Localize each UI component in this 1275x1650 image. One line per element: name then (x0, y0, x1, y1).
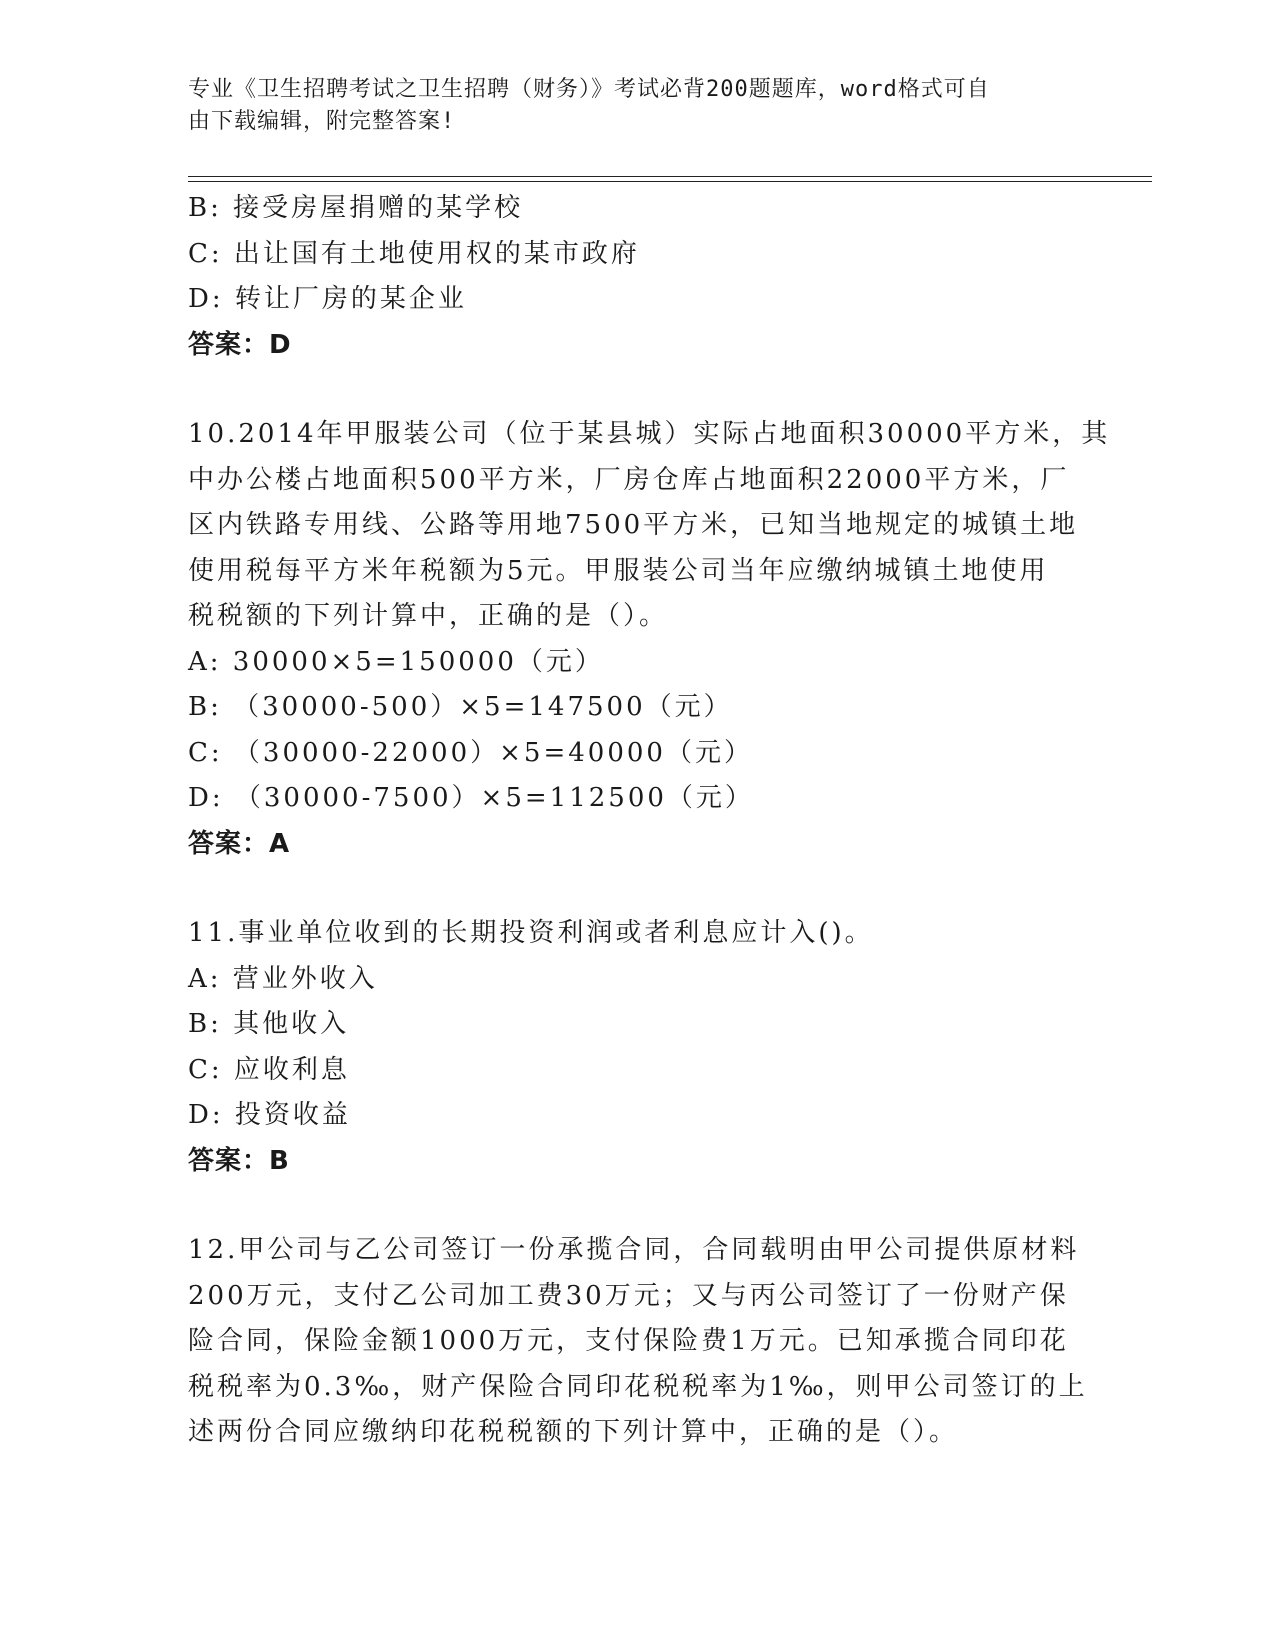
option-c: C: 出让国有土地使用权的某市政府 (188, 238, 640, 269)
question-stem-line: 税税额的下列计算中，正确的是（）。 (188, 601, 669, 631)
question-stem-line: 200万元，支付乙公司加工费30万元；又与丙公司签订了一份财产保 (188, 1280, 1069, 1311)
spacer (188, 368, 1088, 412)
question-content (188, 186, 1111, 1456)
answer: 答案：A (188, 828, 291, 859)
option-b: B: （30000-500）×5=147500（元） (188, 692, 733, 722)
header-divider (188, 176, 1152, 182)
question-stem-line: 税税率为0.3‰，财产保险合同印花税税率为1‰，则甲公司签订的上 (188, 1371, 1088, 1402)
question-11 (188, 911, 1088, 1184)
header-line-1: 专业《卫生招聘考试之卫生招聘（财务）》考试必背200题题库，word格式可自 (188, 77, 990, 102)
question-stem: 11.事业单位收到的长期投资利润或者利息应计入()。 (188, 918, 874, 948)
option-b: B: 接受房屋捐赠的某学校 (188, 193, 524, 223)
option-d: D: 转让厂房的某企业 (188, 284, 467, 314)
option-d: D: （30000-7500）×5=112500（元） (188, 783, 754, 813)
header-line-2: 由下载编辑，附完整答案! (188, 109, 456, 134)
question-stem-line: 10.2014年甲服装公司（位于某县城）实际占地面积30000平方米，其 (188, 419, 1111, 449)
question-stem-line: 12.甲公司与乙公司签订一份承揽合同，合同载明由甲公司提供原材料 (188, 1235, 1080, 1265)
spacer (188, 867, 1088, 911)
option-c: C: 应收利息 (188, 1054, 350, 1085)
question-10 (188, 412, 1111, 867)
question-12 (188, 1228, 1088, 1456)
option-c: C: （30000-22000）×5=40000（元） (188, 737, 753, 768)
spacer (188, 1184, 1088, 1228)
option-a: A: 营业外收入 (188, 963, 378, 994)
option-a: A: 30000×5=150000（元） (188, 646, 604, 677)
question-stem-line: 使用税每平方米年税额为5元。甲服装公司当年应缴纳城镇土地使用 (188, 555, 1049, 586)
question-9 (188, 186, 1088, 368)
question-stem-line: 中办公楼占地面积500平方米，厂房仓库占地面积22000平方米，厂 (188, 464, 1070, 495)
question-stem-line: 区内铁路专用线、公路等用地7500平方米，已知当地规定的城镇土地 (188, 510, 1079, 540)
question-stem-line: 险合同，保险金额1000万元，支付保险费1万元。已知承揽合同印花 (188, 1326, 1069, 1356)
option-b: B: 其他收入 (188, 1009, 350, 1039)
question-stem-line: 述两份合同应缴纳印花税税额的下列计算中，正确的是（）。 (188, 1417, 959, 1447)
answer: 答案：D (188, 329, 292, 360)
page-header (188, 74, 1068, 138)
answer: 答案：B (188, 1145, 290, 1176)
option-d: D: 投资收益 (188, 1100, 351, 1130)
